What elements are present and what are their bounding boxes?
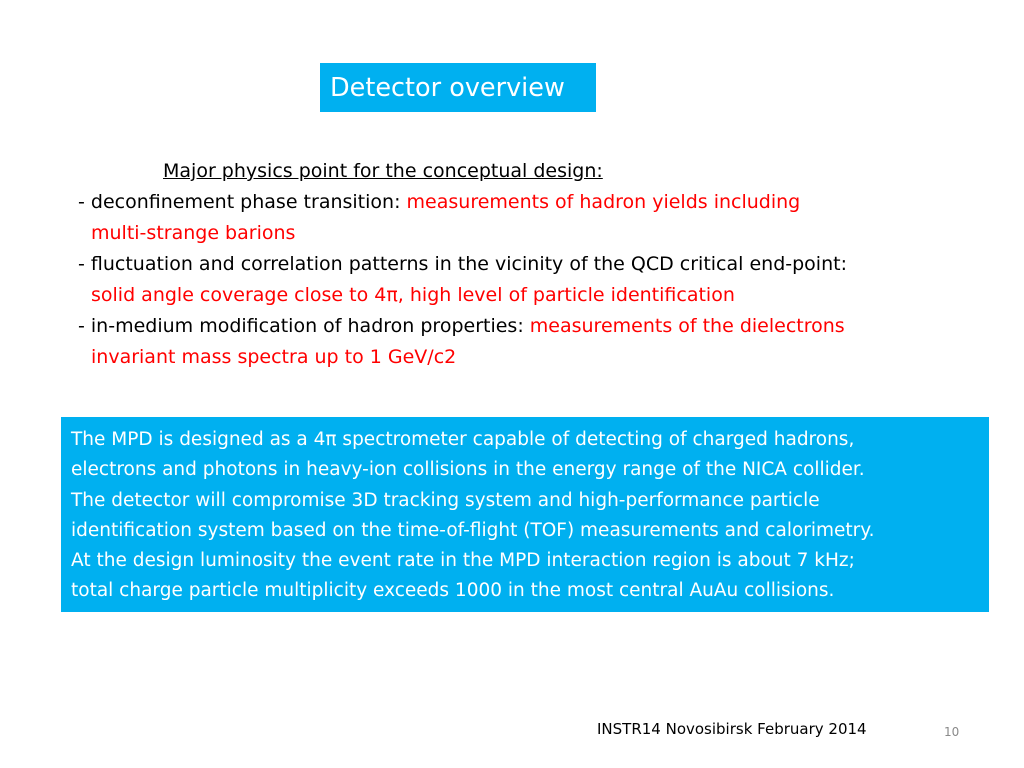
physics-point-3-text: - in-medium modification of hadron properties: <box>78 315 530 337</box>
slide-title: Detector overview <box>330 72 565 103</box>
slide-title-box <box>319 62 597 113</box>
physics-point-1-highlight: measurements of hadron yields including <box>406 191 801 213</box>
physics-point-2: - fluctuation and correlation patterns in the vicinity of the QCD critical end-point: <box>78 253 847 275</box>
mpd-description-line: identification system based on the time-of-flight (TOF) measurements and calorimetry. <box>71 519 875 541</box>
mpd-description-line: The MPD is designed as a 4π spectrometer capable of detecting of charged hadrons, <box>71 429 855 450</box>
physics-point-2-highlight: solid angle coverage close to 4π, high level of particle identification <box>91 284 735 306</box>
physics-point-3 <box>78 311 978 342</box>
mpd-description-box <box>61 417 989 612</box>
mpd-description-line: At the design luminosity the event rate in the MPD interaction region is about 7 kHz; <box>71 550 855 572</box>
physics-point-1-text: - deconfinement phase transition: <box>78 191 407 213</box>
footer-text: INSTR14 Novosibirsk February 2014 <box>597 720 867 738</box>
mpd-description-line: electrons and photons in heavy-ion collisions in the energy range of the NICA collider. <box>71 459 865 481</box>
mpd-description-line: The detector will compromise 3D tracking system and high-performance particle <box>71 489 820 511</box>
physics-points <box>78 156 978 373</box>
physics-point-3-highlight-continued: invariant mass spectra up to 1 GeV/c2 <box>91 346 457 368</box>
physics-heading: Major physics point for the conceptual design: <box>163 160 603 182</box>
physics-point-1-highlight-continued: multi-strange barions <box>91 222 296 244</box>
slide-number: 10 <box>944 725 960 739</box>
physics-point-1 <box>78 187 978 218</box>
mpd-description-line: total charge particle multiplicity exceeds 1000 in the most central AuAu collisions. <box>71 580 835 602</box>
physics-point-3-highlight: measurements of the dielectrons <box>529 315 845 337</box>
